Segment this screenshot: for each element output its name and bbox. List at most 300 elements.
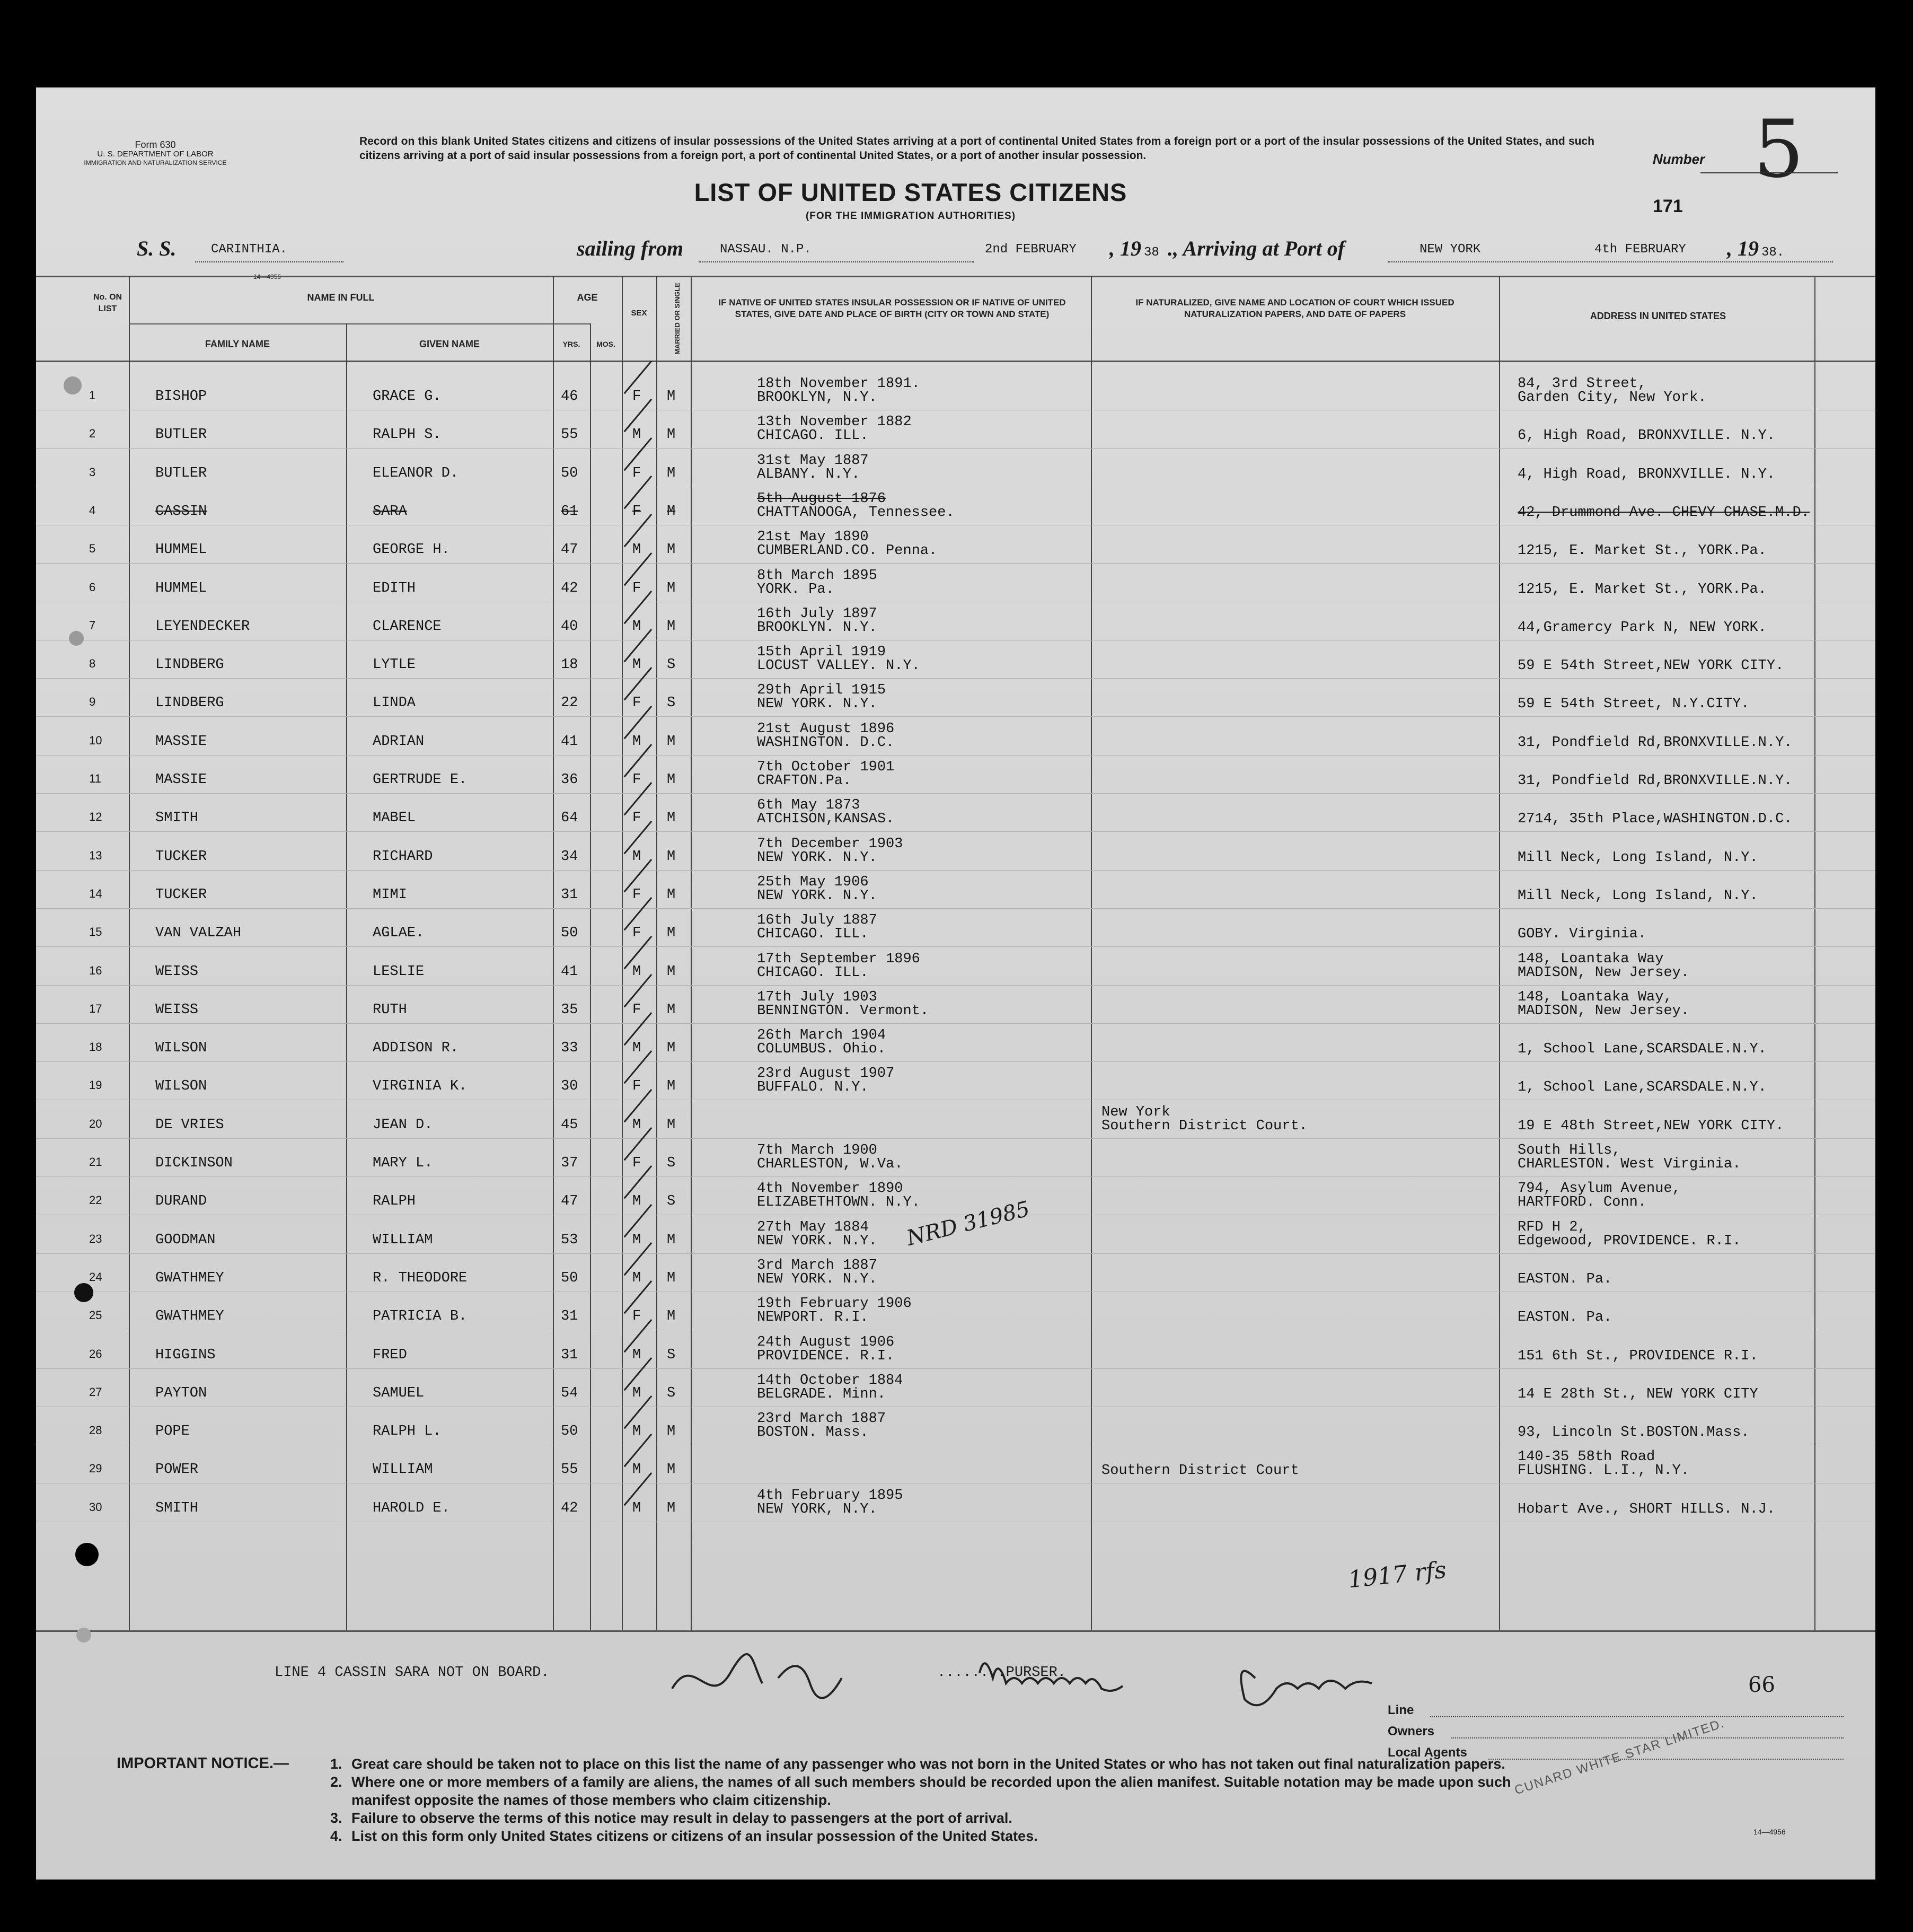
row-number: 9 bbox=[89, 695, 96, 709]
table-row bbox=[36, 374, 1875, 412]
sex: M bbox=[632, 1385, 641, 1401]
address-line-2: MADISON, New Jersey. bbox=[1518, 964, 1690, 981]
table-row bbox=[36, 1332, 1875, 1371]
row-rule bbox=[36, 946, 1875, 947]
header-bottom-border bbox=[36, 361, 1875, 362]
punch-hole bbox=[64, 376, 82, 394]
given-name: EDITH bbox=[373, 580, 416, 596]
family-name: WILSON bbox=[155, 1040, 207, 1057]
address-line-2: 31, Pondfield Rd,BRONXVILLE.N.Y. bbox=[1518, 773, 1793, 789]
sex: M bbox=[632, 618, 641, 635]
marital-status: M bbox=[667, 1500, 676, 1516]
row-number: 14 bbox=[89, 886, 102, 900]
address-line-2: 1, School Lane,SCARSDALE.N.Y. bbox=[1518, 1079, 1767, 1096]
department-name: U. S. DEPARTMENT OF LABOR bbox=[97, 150, 214, 159]
table-top-border bbox=[36, 276, 1875, 277]
marital-status: M bbox=[667, 963, 676, 980]
birth-place: CHICAGO. ILL. bbox=[757, 428, 869, 444]
sex: F bbox=[632, 389, 641, 405]
birth-place: BOSTON. Mass. bbox=[757, 1425, 869, 1441]
notice-text: List on this form only United States citizens or citizens of an insular possession of the United States. bbox=[351, 1828, 1038, 1844]
birth-date: 4th November 1890 bbox=[757, 1181, 903, 1197]
number-label: Number bbox=[1653, 151, 1705, 167]
row-number: 12 bbox=[89, 810, 102, 824]
family-name: MASSIE bbox=[155, 733, 207, 750]
birth-date: 24th August 1906 bbox=[757, 1334, 895, 1350]
marital-status: S bbox=[667, 1347, 676, 1363]
family-name: GWATHMEY bbox=[155, 1309, 224, 1325]
handwritten-annotation-row29: 1917 rfs bbox=[1346, 1556, 1448, 1594]
family-name: DURAND bbox=[155, 1193, 207, 1210]
birth-place: CHATTANOOGA, Tennessee. bbox=[757, 504, 955, 521]
age-years: 45 bbox=[561, 1117, 578, 1133]
given-name: ELEANOR D. bbox=[373, 465, 459, 481]
given-name: JEAN D. bbox=[373, 1117, 433, 1133]
list-number-handwritten: 5 bbox=[1753, 103, 1804, 196]
birth-date: 19th February 1906 bbox=[757, 1296, 912, 1312]
age-years: 47 bbox=[561, 1193, 578, 1210]
age-years: 50 bbox=[561, 1424, 578, 1440]
ship-name: CARINTHIA. bbox=[211, 242, 288, 257]
table-row bbox=[36, 1064, 1875, 1102]
birth-date: 31st May 1887 bbox=[757, 452, 869, 469]
birth-place: NEW YORK. N.Y. bbox=[757, 849, 877, 866]
age-years: 41 bbox=[561, 733, 578, 750]
birth-place: NEWPORT. R.I. bbox=[757, 1310, 869, 1326]
sex: M bbox=[632, 1347, 641, 1363]
given-name: R. THEODORE bbox=[373, 1270, 468, 1286]
birth-place: CHICAGO. ILL. bbox=[757, 926, 869, 943]
marital-status: M bbox=[667, 580, 676, 596]
form-code-bottom: 14—4956 bbox=[1753, 1828, 1786, 1836]
table-row bbox=[36, 451, 1875, 489]
birth-place: ATCHISON,KANSAS. bbox=[757, 811, 895, 828]
address-line-2: 31, Pondfield Rd,BRONXVILLE.N.Y. bbox=[1518, 734, 1793, 751]
given-name: ADRIAN bbox=[373, 733, 425, 750]
address-line-2: EASTON. Pa. bbox=[1518, 1310, 1612, 1326]
owners-dotted bbox=[1451, 1737, 1844, 1738]
agents-dotted bbox=[1488, 1759, 1844, 1760]
form-instructions: Record on this blank United States citizens and citizens of insular possessions of the United States arriving at a port of continental United States from a foreign port or a port of the insular possessions of the United States, and such citizens arriving at a port of said insular possessions from a foreign port, a port of continental United States, or a port of another insular possession. bbox=[359, 135, 1594, 162]
family-name: MASSIE bbox=[155, 772, 207, 788]
birth-place: NEW YORK. N.Y. bbox=[757, 1233, 877, 1249]
row-number: 2 bbox=[89, 427, 96, 441]
notice-number: 4. bbox=[330, 1828, 342, 1844]
marital-status: S bbox=[667, 1385, 676, 1401]
given-name: LINDA bbox=[373, 695, 416, 712]
given-name: HAROLD E. bbox=[373, 1500, 450, 1516]
from-port-underline bbox=[699, 261, 974, 262]
arrival-year-prefix: , 19 bbox=[1727, 236, 1759, 260]
family-name: BUTLER bbox=[155, 465, 207, 481]
naturalization-line-2: Southern District Court. bbox=[1101, 1118, 1308, 1134]
age-years: 35 bbox=[561, 1002, 578, 1018]
age-years: 30 bbox=[561, 1078, 578, 1095]
row-number: 10 bbox=[89, 733, 102, 747]
birth-date: 17th July 1903 bbox=[757, 989, 877, 1005]
address-line-1: 84, 3rd Street, bbox=[1518, 376, 1647, 392]
sex: M bbox=[632, 427, 641, 443]
family-name: HIGGINS bbox=[155, 1347, 216, 1363]
marital-status: M bbox=[667, 465, 676, 481]
family-name: CASSIN bbox=[155, 503, 207, 520]
birth-place: NEW YORK. N.Y. bbox=[757, 1271, 877, 1287]
age-years: 37 bbox=[561, 1155, 578, 1171]
form-subtitle: (FOR THE IMMIGRATION AUTHORITIES) bbox=[805, 210, 1016, 222]
arrival-port: NEW YORK bbox=[1420, 242, 1481, 257]
sex: F bbox=[632, 503, 641, 520]
header-name-in-full: NAME IN FULL bbox=[307, 292, 375, 303]
marital-status: M bbox=[667, 389, 676, 405]
table-row bbox=[36, 680, 1875, 718]
local-agents-label: Local Agents bbox=[1388, 1745, 1467, 1760]
table-row bbox=[36, 642, 1875, 680]
given-name: PATRICIA B. bbox=[373, 1309, 468, 1325]
naturalization-line-2: Southern District Court bbox=[1101, 1463, 1299, 1479]
marital-status: M bbox=[667, 886, 676, 903]
notice-item bbox=[330, 1791, 831, 1809]
address-line-1: 148, Loantaka Way bbox=[1518, 951, 1664, 967]
not-on-board-note: LINE 4 CASSIN SARA NOT ON BOARD. bbox=[275, 1665, 550, 1681]
age-years: 40 bbox=[561, 618, 578, 635]
sex: F bbox=[632, 772, 641, 788]
purser-label: ........PURSER. bbox=[937, 1665, 1066, 1681]
table-row bbox=[36, 1486, 1875, 1524]
marital-status: S bbox=[667, 1155, 676, 1171]
line-stamp: CUNARD WHITE STAR LIMITED. bbox=[1512, 1716, 1727, 1798]
birth-date: 13th November 1882 bbox=[757, 414, 912, 431]
depart-date: 2nd FEBRUARY bbox=[985, 242, 1077, 257]
birth-place: CRAFTON.Pa. bbox=[757, 773, 852, 789]
row-number: 13 bbox=[89, 848, 102, 862]
address-line-2: Garden City, New York. bbox=[1518, 390, 1707, 406]
table-row bbox=[36, 872, 1875, 910]
row-rule bbox=[36, 870, 1875, 871]
given-name: LESLIE bbox=[373, 963, 425, 980]
marital-status: M bbox=[667, 1078, 676, 1095]
form-code-top: 14—4956 bbox=[253, 273, 281, 280]
ship-underline bbox=[195, 261, 343, 262]
age-years: 55 bbox=[561, 427, 578, 443]
table-row bbox=[36, 1447, 1875, 1485]
address-line-2: 59 E 54th Street, N.Y.CITY. bbox=[1518, 696, 1750, 713]
family-name: POPE bbox=[155, 1424, 190, 1440]
sex: F bbox=[632, 1155, 641, 1171]
header-age: AGE bbox=[577, 292, 598, 303]
notice-number: 1. bbox=[330, 1756, 342, 1772]
birth-place: ELIZABETHTOWN. N.Y. bbox=[757, 1195, 920, 1211]
given-name: FRED bbox=[373, 1347, 407, 1363]
given-name: SARA bbox=[373, 503, 407, 520]
address-line-2: 44,Gramercy Park N, NEW YORK. bbox=[1518, 619, 1767, 636]
address-line-2: Mill Neck, Long Island, N.Y. bbox=[1518, 849, 1758, 866]
age-years: 50 bbox=[561, 1270, 578, 1286]
row-number: 30 bbox=[89, 1500, 102, 1514]
address-line-2: 1, School Lane,SCARSDALE.N.Y. bbox=[1518, 1041, 1767, 1058]
header-no: No. ON LIST bbox=[93, 293, 122, 313]
marital-status: M bbox=[667, 810, 676, 827]
row-rule bbox=[36, 1023, 1875, 1024]
family-name: SMITH bbox=[155, 810, 199, 827]
punch-hole bbox=[69, 631, 84, 646]
marital-status: M bbox=[667, 542, 676, 558]
given-name: WILLIAM bbox=[373, 1232, 433, 1248]
ss-label: S. S. bbox=[137, 236, 177, 260]
birth-place: NEW YORK. N.Y. bbox=[757, 696, 877, 713]
birth-place: BENNINGTON. Vermont. bbox=[757, 1003, 929, 1019]
header-given-name: GIVEN NAME bbox=[419, 339, 480, 349]
marital-status: M bbox=[667, 1424, 676, 1440]
address-line-2: 151 6th St., PROVIDENCE R.I. bbox=[1518, 1348, 1758, 1364]
address-line-2: 19 E 48th Street,NEW YORK CITY. bbox=[1518, 1118, 1784, 1134]
row-number: 11 bbox=[89, 772, 101, 785]
table-row bbox=[36, 834, 1875, 872]
birth-date: 7th December 1903 bbox=[757, 836, 903, 852]
marital-status: M bbox=[667, 925, 676, 942]
row-rule bbox=[36, 793, 1875, 794]
birth-place: CHARLESTON, W.Va. bbox=[757, 1156, 903, 1172]
header-naturalized: IF NATURALIZED, GIVE NAME AND LOCATION OF COURT WHICH ISSUED NATURALIZATION PAPERS, AND DATE OF PAPERS bbox=[1135, 297, 1454, 319]
age-years: 53 bbox=[561, 1232, 578, 1248]
birth-place: BROOKLYN. N.Y. bbox=[757, 619, 877, 636]
given-name: LYTLE bbox=[373, 657, 416, 673]
marital-status: S bbox=[667, 695, 676, 712]
header-family-name: FAMILY NAME bbox=[205, 339, 270, 349]
birth-date: 23rd March 1887 bbox=[757, 1411, 886, 1427]
sex: F bbox=[632, 810, 641, 827]
birth-date: 18th November 1891. bbox=[757, 376, 920, 392]
birth-place: CUMBERLAND.CO. Penna. bbox=[757, 543, 938, 559]
age-years: 64 bbox=[561, 810, 578, 827]
age-years: 31 bbox=[561, 1309, 578, 1325]
from-port: NASSAU. N.P. bbox=[720, 242, 812, 257]
address-line-2: 59 E 54th Street,NEW YORK CITY. bbox=[1518, 658, 1784, 674]
arrival-date: 4th FEBRUARY bbox=[1594, 242, 1686, 257]
table-row bbox=[36, 795, 1875, 833]
row-number: 1 bbox=[89, 389, 96, 402]
notice-text: Where one or more members of a family are aliens, the names of all such members should be recorded upon the alien manifest. Suitable notation may be made upon such bbox=[351, 1774, 1511, 1790]
family-name: WILSON bbox=[155, 1078, 207, 1095]
birth-date: 27th May 1884 bbox=[757, 1219, 869, 1235]
address-line-1: 140-35 58th Road bbox=[1518, 1449, 1655, 1465]
marital-status: M bbox=[667, 1117, 676, 1133]
table-row bbox=[36, 489, 1875, 527]
sex: M bbox=[632, 1193, 641, 1210]
sex: M bbox=[632, 733, 641, 750]
row-number: 23 bbox=[89, 1232, 102, 1245]
age-years: 54 bbox=[561, 1385, 578, 1401]
form-number: Form 630 bbox=[135, 139, 176, 150]
table-row bbox=[36, 1294, 1875, 1332]
family-name: LINDBERG bbox=[155, 695, 224, 712]
name-age-subheader-line bbox=[129, 323, 590, 324]
birth-date: 14th October 1884 bbox=[757, 1372, 903, 1389]
address-line-1: South Hills, bbox=[1518, 1143, 1621, 1158]
address-line-2: 2714, 35th Place,WASHINGTON.D.C. bbox=[1518, 811, 1793, 828]
birth-date: 17th September 1896 bbox=[757, 951, 920, 967]
birth-date: 29th April 1915 bbox=[757, 682, 886, 699]
family-name: LINDBERG bbox=[155, 657, 224, 673]
given-name: ADDISON R. bbox=[373, 1040, 459, 1057]
purser-signature bbox=[662, 1641, 1563, 1715]
marital-status: M bbox=[667, 1232, 676, 1248]
manifest-sheet bbox=[36, 87, 1875, 1880]
table-row bbox=[36, 1255, 1875, 1294]
family-name: WEISS bbox=[155, 1002, 199, 1018]
line-dotted bbox=[1430, 1716, 1844, 1717]
birth-place: YORK. Pa. bbox=[757, 581, 834, 598]
arriving-label: ., Arriving at Port of bbox=[1168, 236, 1345, 260]
row-rule bbox=[36, 1253, 1875, 1254]
address-line-2: MADISON, New Jersey. bbox=[1518, 1003, 1690, 1019]
sex: F bbox=[632, 1309, 641, 1325]
row-number: 8 bbox=[89, 657, 96, 671]
punch-hole bbox=[74, 1283, 93, 1302]
notice-number: 3. bbox=[330, 1810, 342, 1826]
birth-place: BUFFALO. N.Y. bbox=[757, 1079, 869, 1096]
given-name: SAMUEL bbox=[373, 1385, 425, 1401]
age-years: 50 bbox=[561, 465, 578, 481]
signature-scribble bbox=[662, 1641, 1563, 1715]
notice-heading: IMPORTANT NOTICE.— bbox=[117, 1755, 289, 1772]
family-name: HUMMEL bbox=[155, 542, 207, 558]
marital-status: M bbox=[667, 772, 676, 788]
family-name: TUCKER bbox=[155, 886, 207, 903]
marital-status: M bbox=[667, 848, 676, 865]
address-line-2: EASTON. Pa. bbox=[1518, 1271, 1612, 1287]
given-name: RALPH S. bbox=[373, 427, 442, 443]
number-underline bbox=[1700, 172, 1838, 173]
family-name: BISHOP bbox=[155, 389, 207, 405]
marital-status: M bbox=[667, 503, 676, 520]
given-name: MARY L. bbox=[373, 1155, 433, 1171]
given-name: VIRGINIA K. bbox=[373, 1078, 468, 1095]
given-name: MIMI bbox=[373, 886, 407, 903]
row-number: 29 bbox=[89, 1462, 102, 1476]
birth-place: LOCUST VALLEY. N.Y. bbox=[757, 658, 920, 674]
table-row bbox=[36, 757, 1875, 795]
age-years: 47 bbox=[561, 542, 578, 558]
birth-place: BROOKLYN, N.Y. bbox=[757, 390, 877, 406]
address-line-2: 93, Lincoln St.BOSTON.Mass. bbox=[1518, 1425, 1750, 1441]
notice-number: 2. bbox=[330, 1774, 342, 1790]
birth-date: 7th March 1900 bbox=[757, 1143, 877, 1158]
birth-date: 8th March 1895 bbox=[757, 567, 877, 584]
address-line-1: 794, Asylum Avenue, bbox=[1518, 1181, 1681, 1197]
row-rule bbox=[36, 831, 1875, 832]
address-line-2: Edgewood, PROVIDENCE. R.I. bbox=[1518, 1233, 1741, 1249]
sex: M bbox=[632, 542, 641, 558]
sex: F bbox=[632, 695, 641, 712]
family-name: SMITH bbox=[155, 1500, 199, 1516]
birth-place: COLUMBUS. Ohio. bbox=[757, 1041, 886, 1058]
address-line-2: 6, High Road, BRONXVILLE. N.Y. bbox=[1518, 428, 1776, 444]
family-name: VAN VALZAH bbox=[155, 925, 242, 942]
birth-place: ALBANY. N.Y. bbox=[757, 466, 860, 482]
row-rule bbox=[36, 1368, 1875, 1369]
family-name: PAYTON bbox=[155, 1385, 207, 1401]
age-years: 42 bbox=[561, 580, 578, 596]
marital-status: M bbox=[667, 1040, 676, 1057]
birth-place: NEW YORK. N.Y. bbox=[757, 888, 877, 904]
row-number: 15 bbox=[89, 925, 102, 939]
sex: M bbox=[632, 963, 641, 980]
naturalization-line-1: New York bbox=[1101, 1104, 1170, 1120]
marital-status: M bbox=[667, 618, 676, 635]
age-years: 18 bbox=[561, 657, 578, 673]
sex: M bbox=[632, 1462, 641, 1478]
marital-status: S bbox=[667, 657, 676, 673]
age-years: 55 bbox=[561, 1462, 578, 1478]
notice-text: Great care should be taken not to place on this list the name of any passenger who was not born in the United States or who has not taken out final naturalization papers. bbox=[351, 1756, 1505, 1772]
table-row bbox=[36, 527, 1875, 565]
given-name: RUTH bbox=[373, 1002, 407, 1018]
service-name: IMMIGRATION AND NATURALIZATION SERVICE bbox=[84, 159, 227, 166]
family-name: TUCKER bbox=[155, 848, 207, 865]
table-row bbox=[36, 1179, 1875, 1217]
sheet-number: 171 bbox=[1653, 196, 1683, 216]
address-line-2: 4, High Road, BRONXVILLE. N.Y. bbox=[1518, 466, 1776, 482]
birth-place: WASHINGTON. D.C. bbox=[757, 734, 895, 751]
arrival-year: 38. bbox=[1761, 245, 1785, 260]
birth-date: 5th August 1876 bbox=[757, 490, 886, 507]
family-name: DE VRIES bbox=[155, 1117, 224, 1133]
address-line-1: 148, Loantaka Way, bbox=[1518, 989, 1672, 1005]
notice-item bbox=[330, 1773, 1511, 1791]
family-name: DICKINSON bbox=[155, 1155, 233, 1171]
table-row bbox=[36, 1025, 1875, 1064]
birth-date: 25th May 1906 bbox=[757, 874, 869, 890]
address-line-2: FLUSHING. L.I., N.Y. bbox=[1518, 1463, 1690, 1479]
row-rule bbox=[36, 908, 1875, 909]
table-row bbox=[36, 566, 1875, 604]
table-row bbox=[36, 1140, 1875, 1179]
notice-text: manifest opposite the names of those members who claim citizenship. bbox=[351, 1792, 831, 1808]
table-row bbox=[36, 1409, 1875, 1447]
marital-status: M bbox=[667, 1462, 676, 1478]
header-sex: SEX bbox=[631, 309, 647, 318]
row-number: 20 bbox=[89, 1117, 102, 1130]
address-line-2: HARTFORD. Conn. bbox=[1518, 1195, 1647, 1211]
address-line-2: 42, Drummond Ave. CHEVY CHASE.M.D. bbox=[1518, 504, 1810, 521]
age-years: 50 bbox=[561, 925, 578, 942]
given-name: RALPH bbox=[373, 1193, 416, 1210]
given-name: GEORGE H. bbox=[373, 542, 450, 558]
family-name: GOODMAN bbox=[155, 1232, 216, 1248]
sex: M bbox=[632, 657, 641, 673]
marital-status: M bbox=[667, 733, 676, 750]
row-rule bbox=[36, 1061, 1875, 1062]
line-label: Line bbox=[1388, 1703, 1414, 1717]
row-number: 27 bbox=[89, 1385, 102, 1399]
sex: M bbox=[632, 1117, 641, 1133]
given-name: CLARENCE bbox=[373, 618, 442, 635]
age-years: 33 bbox=[561, 1040, 578, 1057]
sex: M bbox=[632, 1270, 641, 1286]
handwritten-annotation-row20: NRD 31985 bbox=[904, 1196, 1033, 1251]
sex: F bbox=[632, 925, 641, 942]
table-row bbox=[36, 719, 1875, 757]
birth-date: 6th May 1873 bbox=[757, 797, 860, 814]
header-married-single: MARRIED OR SINGLE bbox=[673, 283, 681, 355]
age-years: 61 bbox=[561, 503, 578, 520]
page-mark: 66 bbox=[1748, 1673, 1775, 1697]
birth-date: 16th July 1887 bbox=[757, 912, 877, 929]
given-name: RICHARD bbox=[373, 848, 433, 865]
notice-text: Failure to observe the terms of this notice may result in delay to passengers at the port of arrival. bbox=[351, 1810, 1012, 1826]
birth-date: 7th October 1901 bbox=[757, 759, 895, 775]
row-rule bbox=[36, 1176, 1875, 1177]
